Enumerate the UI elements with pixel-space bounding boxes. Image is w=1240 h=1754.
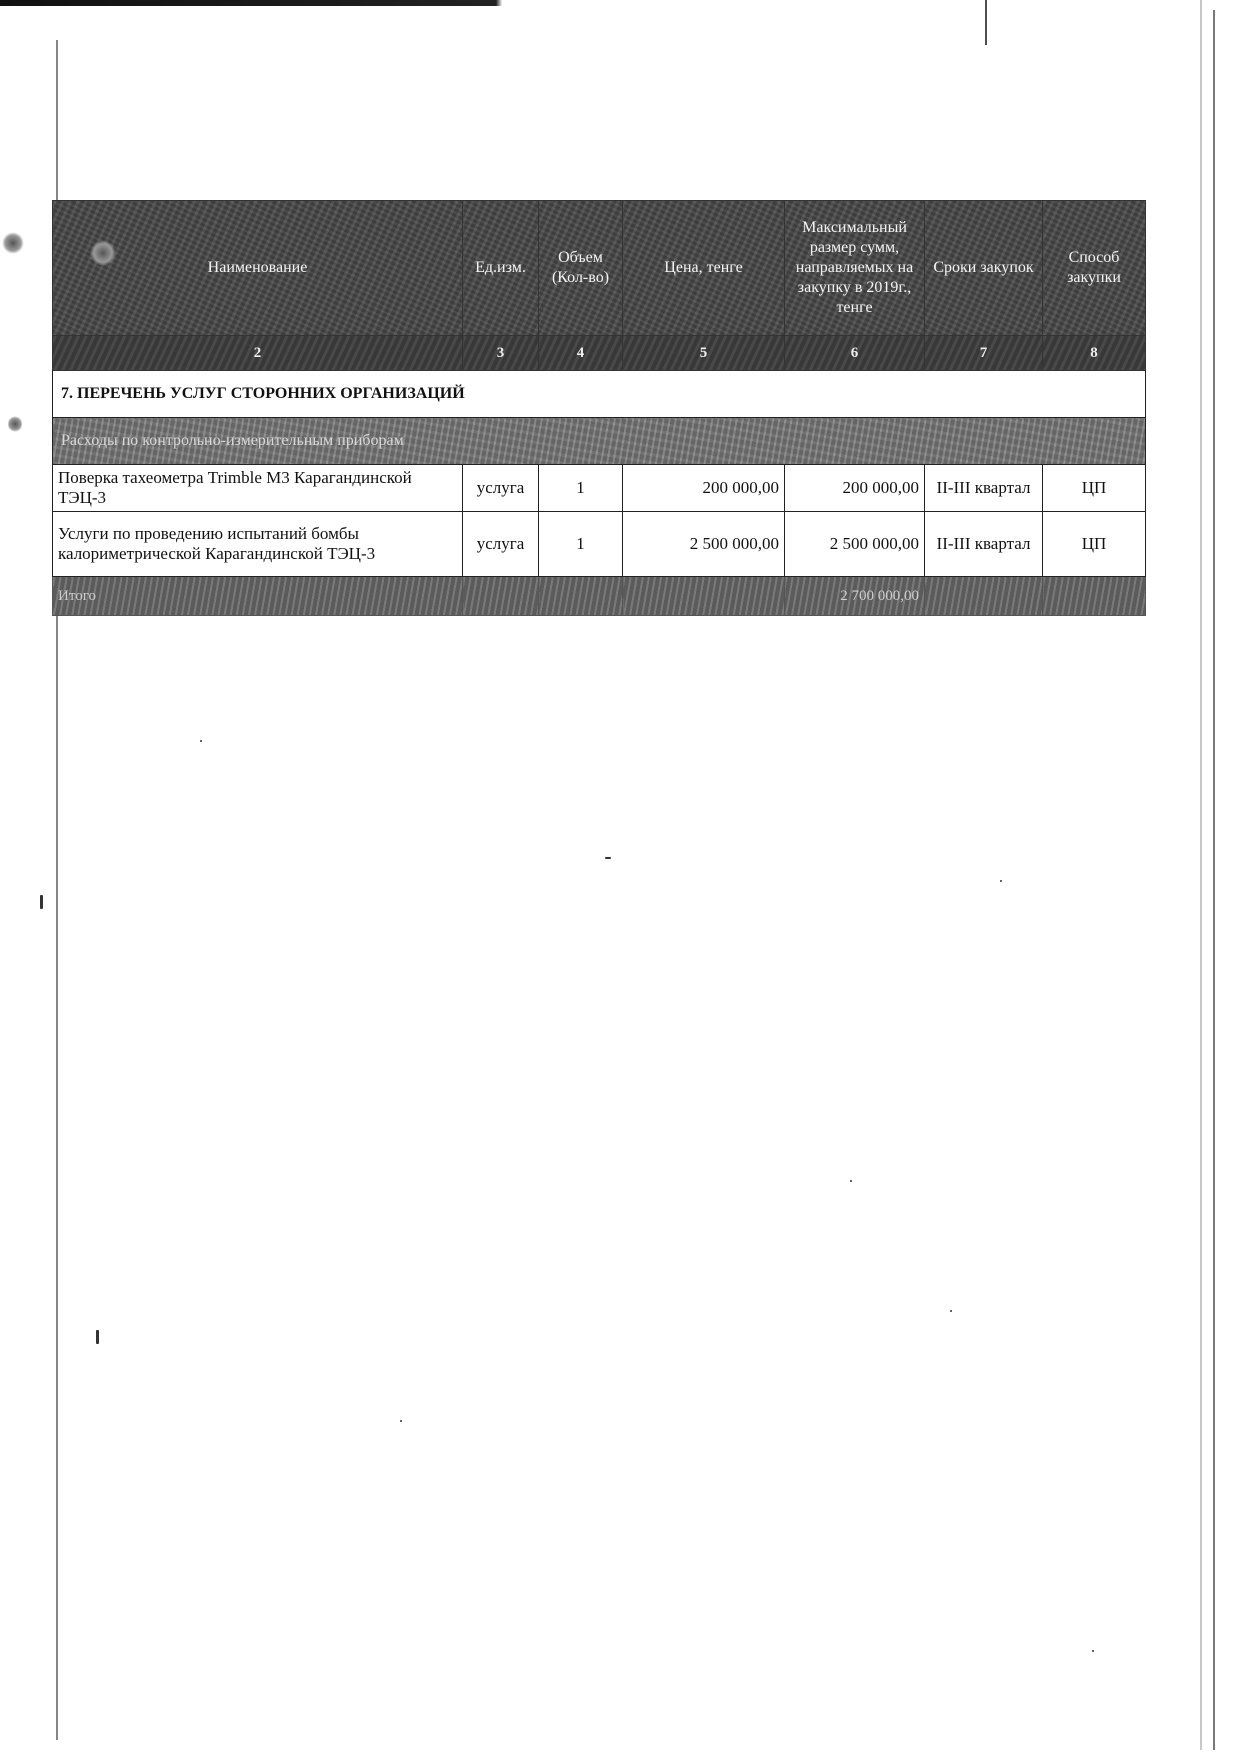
cell-unit: услуга — [463, 465, 539, 512]
cell-unit: услуга — [463, 512, 539, 577]
header-max-sum: Максимальный размер сумм, направляемых на закупку в 2019г., тенге — [785, 201, 925, 336]
cell-method: ЦП — [1043, 465, 1146, 512]
cell-price: 2 500 000,00 — [623, 512, 785, 577]
header-unit: Ед.изм. — [463, 201, 539, 336]
header-volume: Объем (Кол-во) — [539, 201, 623, 336]
header-price: Цена, тенге — [623, 201, 785, 336]
scan-speck — [96, 1330, 99, 1344]
section-row — [53, 371, 1146, 418]
cell-method: ЦП — [1043, 512, 1146, 577]
table-row — [53, 512, 1146, 577]
cell-name: Поверка тахеометра Trimble M3 Карагандинской ТЭЦ-3 — [53, 465, 463, 512]
cell-volume: 1 — [539, 512, 623, 577]
scan-speck — [850, 1180, 852, 1182]
table-row — [53, 465, 1146, 512]
scan-line-top-right — [985, 0, 987, 45]
procurement-table — [52, 200, 1146, 616]
scan-line-right-inner — [1200, 0, 1202, 1750]
total-value: 2 700 000,00 — [785, 577, 925, 616]
scan-speck — [40, 895, 43, 909]
scan-line-right — [1213, 10, 1215, 1750]
scan-speck — [400, 1420, 402, 1422]
total-row — [53, 577, 1146, 616]
scan-speck — [605, 857, 611, 859]
group-row — [53, 418, 1146, 465]
column-number: 4 — [539, 336, 623, 371]
section-title: 7. ПЕРЕЧЕНЬ УСЛУГ СТОРОННИХ ОРГАНИЗАЦИЙ — [53, 371, 1146, 418]
total-empty-cell — [463, 577, 539, 616]
total-empty-cell — [1043, 577, 1146, 616]
header-terms: Сроки закупок — [925, 201, 1043, 336]
scan-speck — [1000, 880, 1002, 882]
scan-blot — [8, 415, 22, 433]
cell-name: Услуги по проведению испытаний бомбы калориметрической Карагандинской ТЭЦ-3 — [53, 512, 463, 577]
table-header-row — [53, 201, 1146, 336]
scan-speck — [950, 1310, 952, 1312]
total-empty-cell — [925, 577, 1043, 616]
header-name: Наименование — [53, 201, 463, 336]
column-number: 5 — [623, 336, 785, 371]
header-method: Способ закупки — [1043, 201, 1146, 336]
cell-max-sum: 2 500 000,00 — [785, 512, 925, 577]
column-number: 6 — [785, 336, 925, 371]
cell-terms: II-III квартал — [925, 465, 1043, 512]
scan-edge-top — [0, 0, 1240, 6]
cell-max-sum: 200 000,00 — [785, 465, 925, 512]
scan-speck — [1092, 1650, 1094, 1652]
cell-terms: II-III квартал — [925, 512, 1043, 577]
scan-blot — [2, 232, 24, 254]
column-number: 7 — [925, 336, 1043, 371]
column-number: 2 — [53, 336, 463, 371]
total-empty-cell — [623, 577, 785, 616]
column-number: 3 — [463, 336, 539, 371]
total-label: Итого — [53, 577, 463, 616]
column-number-row — [53, 336, 1146, 371]
column-number: 8 — [1043, 336, 1146, 371]
group-title: Расходы по контрольно-измерительным приборам — [53, 418, 1146, 465]
scan-speck — [200, 740, 202, 742]
total-empty-cell — [539, 577, 623, 616]
cell-volume: 1 — [539, 465, 623, 512]
cell-price: 200 000,00 — [623, 465, 785, 512]
scan-blot — [90, 240, 116, 266]
